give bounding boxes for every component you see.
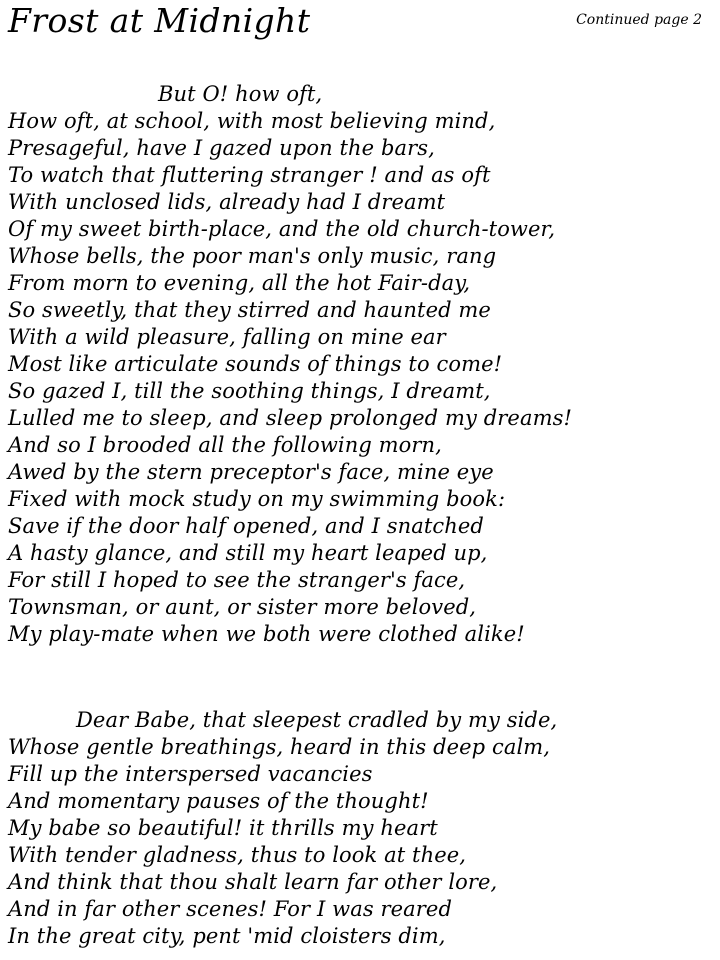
stanza-1 xyxy=(8,81,708,648)
poem-line: And in far other scenes! For I was reared xyxy=(8,897,452,921)
poem-line: With a wild pleasure, falling on mine ear xyxy=(8,325,446,349)
poem-line: Fill up the interspersed vacancies xyxy=(8,762,373,786)
poem-line: But O! how oft, xyxy=(158,82,323,106)
poem-line: Most like articulate sounds of things to come! xyxy=(8,352,503,376)
page-title: Frost at Midnight xyxy=(8,1,311,40)
poem-line: My babe so beautiful! it thrills my heart xyxy=(8,816,438,840)
poem-line: Fixed with mock study on my swimming book: xyxy=(8,487,506,511)
stanza-2 xyxy=(8,707,708,950)
poem-line: And momentary pauses of the thought! xyxy=(8,789,429,813)
poem-line: To watch that fluttering stranger ! and as oft xyxy=(8,163,491,187)
poem-line: My play-mate when we both were clothed alike! xyxy=(8,622,525,646)
poem-line: Lulled me to sleep, and sleep prolonged my dreams! xyxy=(8,406,573,430)
poem-line: How oft, at school, with most believing mind, xyxy=(8,109,496,133)
poem-line: For still I hoped to see the stranger's face, xyxy=(8,568,466,592)
poem-line: With tender gladness, thus to look at thee, xyxy=(8,843,467,867)
poem-line: Presageful, have I gazed upon the bars, xyxy=(8,136,435,160)
poem-line: And think that thou shalt learn far other lore, xyxy=(8,870,498,894)
poem-line: From morn to evening, all the hot Fair-day, xyxy=(8,271,471,295)
poem-line: A hasty glance, and still my heart leaped up, xyxy=(8,541,488,565)
poem-line: So sweetly, that they stirred and haunted me xyxy=(8,298,491,322)
poem-line: So gazed I, till the soothing things, I dreamt, xyxy=(8,379,491,403)
poem-line: With unclosed lids, already had I dreamt xyxy=(8,190,446,214)
poem-line: Of my sweet birth-place, and the old church-tower, xyxy=(8,217,556,241)
poem-line: Whose gentle breathings, heard in this deep calm, xyxy=(8,735,551,759)
poem-line: Townsman, or aunt, or sister more beloved, xyxy=(8,595,477,619)
continued-note: Continued page 2 xyxy=(576,12,702,28)
poem-line: Save if the door half opened, and I snatched xyxy=(8,514,484,538)
poem-line: Dear Babe, that sleepest cradled by my side, xyxy=(76,708,558,732)
poem-line: And so I brooded all the following morn, xyxy=(8,433,442,457)
poem-line: Awed by the stern preceptor's face, mine eye xyxy=(8,460,494,484)
poem-line: Whose bells, the poor man's only music, rang xyxy=(8,244,497,268)
poem-line: In the great city, pent 'mid cloisters dim, xyxy=(8,924,446,948)
